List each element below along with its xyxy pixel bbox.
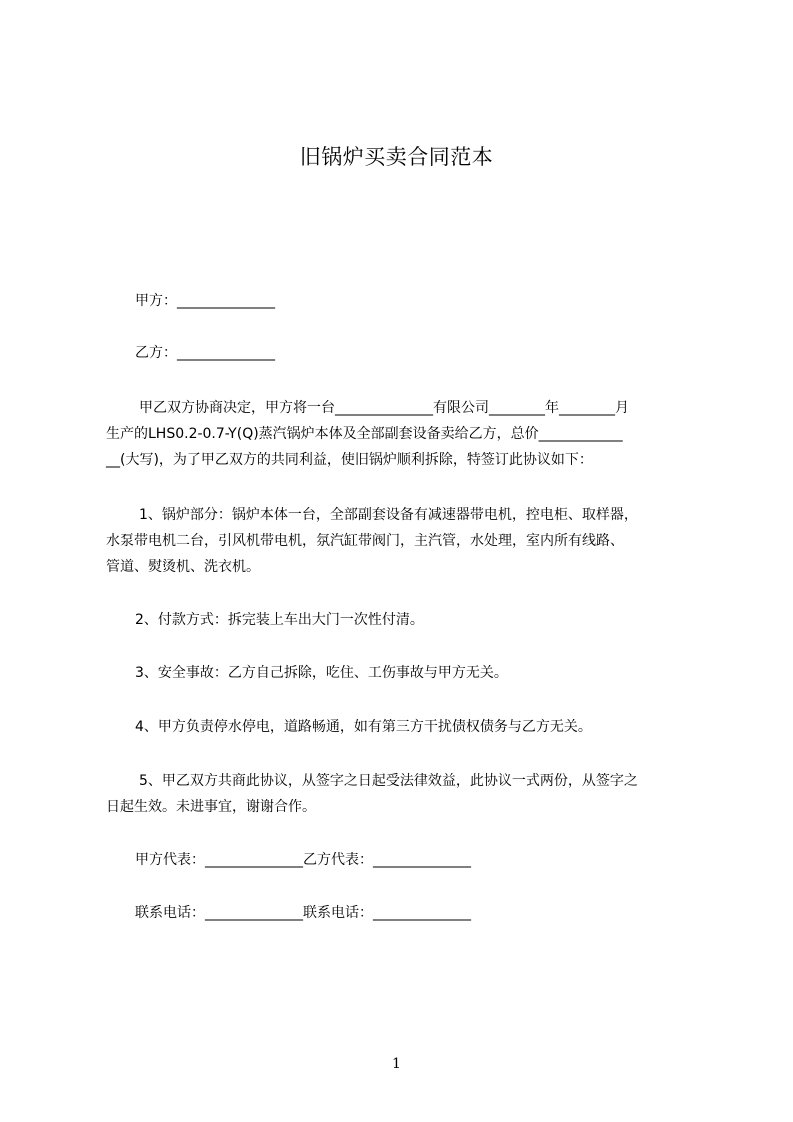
intro-line-3: __(大写)，为了甲乙双方的共同利益，使旧锅炉顺利拆除，特签订此协议如下： [106,452,593,468]
clause-5-line-1: 5、甲乙双方共商此协议，从签字之日起受法律效益，此协议一式两份，从签字之 [139,773,638,789]
clause-5-paragraph [106,768,706,820]
clause-1-paragraph [106,502,706,580]
clause-2: 2、付款方式：拆完装上车出大门一次性付清。 [135,612,424,628]
clause-1-line-2: 水泵带电机二台，引风机带电机，氛汽缸带阀门，主汽管，水处理，室内所有线路、 [106,533,624,549]
clause-4: 4、甲方负责停水停电，道路畅通，如有第三方干扰债权债务与乙方无关。 [135,719,592,735]
party-a-line: 甲方：______________ [135,293,275,309]
intro-line-2: 生产的LHS0.2-0.7-Y(Q)蒸汽锅炉本体及全部副套设备卖给乙方，总价____________ [106,426,623,442]
document-title: 旧锅炉买卖合同范本 [299,145,494,169]
clause-3: 3、安全事故：乙方自己拆除，吃住、工伤事故与甲方无关。 [135,665,508,681]
clause-1-line-1: 1、锅炉部分：锅炉本体一台，全部副套设备有减速器带电机，控电柜、取样器， [139,507,638,523]
clause-1-line-3: 管道、熨烫机、洗衣机。 [106,559,260,575]
intro-paragraph [106,395,706,473]
party-b-line: 乙方：______________ [135,345,275,361]
page-number: 1 [392,1056,401,1072]
clause-5-line-2: 日起生效。未进事宜，谢谢合作。 [106,799,316,815]
phone-line: 联系电话：______________联系电话：______________ [135,905,471,921]
intro-line-1: 甲乙双方协商决定，甲方将一台______________有限公司________年________月 [139,400,629,416]
representatives-line: 甲方代表：______________乙方代表：______________ [135,852,471,868]
